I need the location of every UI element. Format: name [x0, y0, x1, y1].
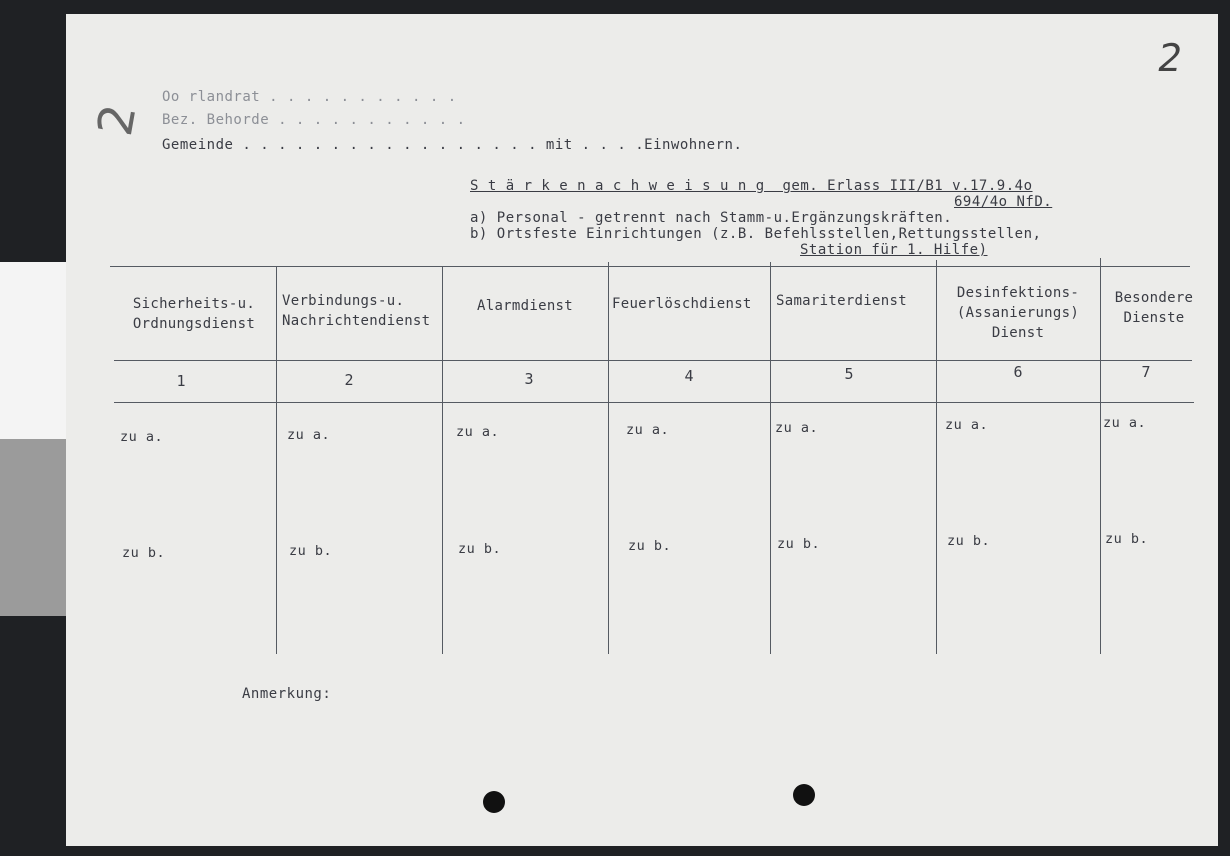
column-divider-5	[936, 260, 937, 654]
cell-row-a-col-5: zu a.	[775, 420, 819, 436]
column-number-6: 6	[1013, 363, 1023, 381]
handwritten-page-number: 2	[1154, 36, 1187, 80]
document-page	[66, 14, 1218, 846]
color-card-gray	[0, 439, 66, 616]
column-header-2: Verbindungs-u. Nachrichtendienst	[282, 293, 431, 329]
document-reference: 694/4o NfD.	[954, 194, 1053, 210]
punch-hole-left	[483, 791, 505, 813]
column-divider-2	[442, 266, 443, 654]
handwritten-margin-mark: 2	[87, 100, 148, 140]
column-header-3: Alarmdienst	[476, 298, 574, 314]
cell-row-b-col-6: zu b.	[947, 533, 991, 549]
column-number-2: 2	[344, 371, 354, 389]
column-number-5: 5	[844, 365, 854, 383]
cell-row-b-col-3: zu b.	[458, 541, 502, 557]
document-title: S t ä r k e n a c h w e i s u n g gem. Erlass III/B1 v.17.9.4o	[470, 178, 1033, 194]
column-header-5: Samariterdienst	[776, 293, 907, 309]
column-number-7: 7	[1141, 363, 1151, 381]
column-number-4: 4	[684, 367, 694, 385]
cell-row-b-col-5: zu b.	[777, 536, 821, 552]
header-line-landrat: Oo rlandrat . . . . . . . . . . .	[162, 89, 457, 105]
column-header-1: Sicherheits-u. Ordnungsdienst	[132, 296, 256, 332]
header-line-gemeinde: Gemeinde . . . . . . . . . . . . . . . . . mit . . . .Einwohnern.	[162, 137, 743, 153]
cell-row-b-col-7: zu b.	[1105, 531, 1149, 547]
cell-row-b-col-4: zu b.	[628, 538, 672, 554]
column-header-4: Feuerlöschdienst	[612, 296, 752, 312]
cell-row-a-col-6: zu a.	[945, 417, 989, 433]
table-top-rule	[110, 266, 1190, 267]
column-header-7: Besondere Dienste	[1114, 290, 1194, 326]
column-divider-3	[608, 262, 609, 654]
column-divider-4	[770, 262, 771, 654]
color-card-white	[0, 262, 66, 439]
column-divider-6	[1100, 258, 1101, 654]
cell-row-a-col-4: zu a.	[626, 422, 670, 438]
header-line-behorde: Bez. Behorde . . . . . . . . . . .	[162, 112, 466, 128]
cell-row-a-col-1: zu a.	[120, 429, 164, 445]
item-a-description: a) Personal - getrennt nach Stamm-u.Ergänzungskräften.	[470, 210, 953, 226]
item-b-continuation: Station für 1. Hilfe)	[800, 242, 988, 258]
remark-label: Anmerkung:	[242, 686, 332, 702]
item-b-description: b) Ortsfeste Einrichtungen (z.B. Befehlsstellen,Rettungsstellen,	[470, 226, 1042, 242]
cell-row-a-col-3: zu a.	[456, 424, 500, 440]
column-number-1: 1	[176, 372, 186, 390]
column-header-6: Desinfektions- (Assanierungs) Dienst	[956, 285, 1080, 341]
cell-row-b-col-1: zu b.	[122, 545, 166, 561]
column-number-3: 3	[524, 370, 534, 388]
column-divider-1	[276, 266, 277, 654]
punch-hole-right	[793, 784, 815, 806]
cell-row-b-col-2: zu b.	[289, 543, 333, 559]
cell-row-a-col-7: zu a.	[1103, 415, 1147, 431]
cell-row-a-col-2: zu a.	[287, 427, 331, 443]
